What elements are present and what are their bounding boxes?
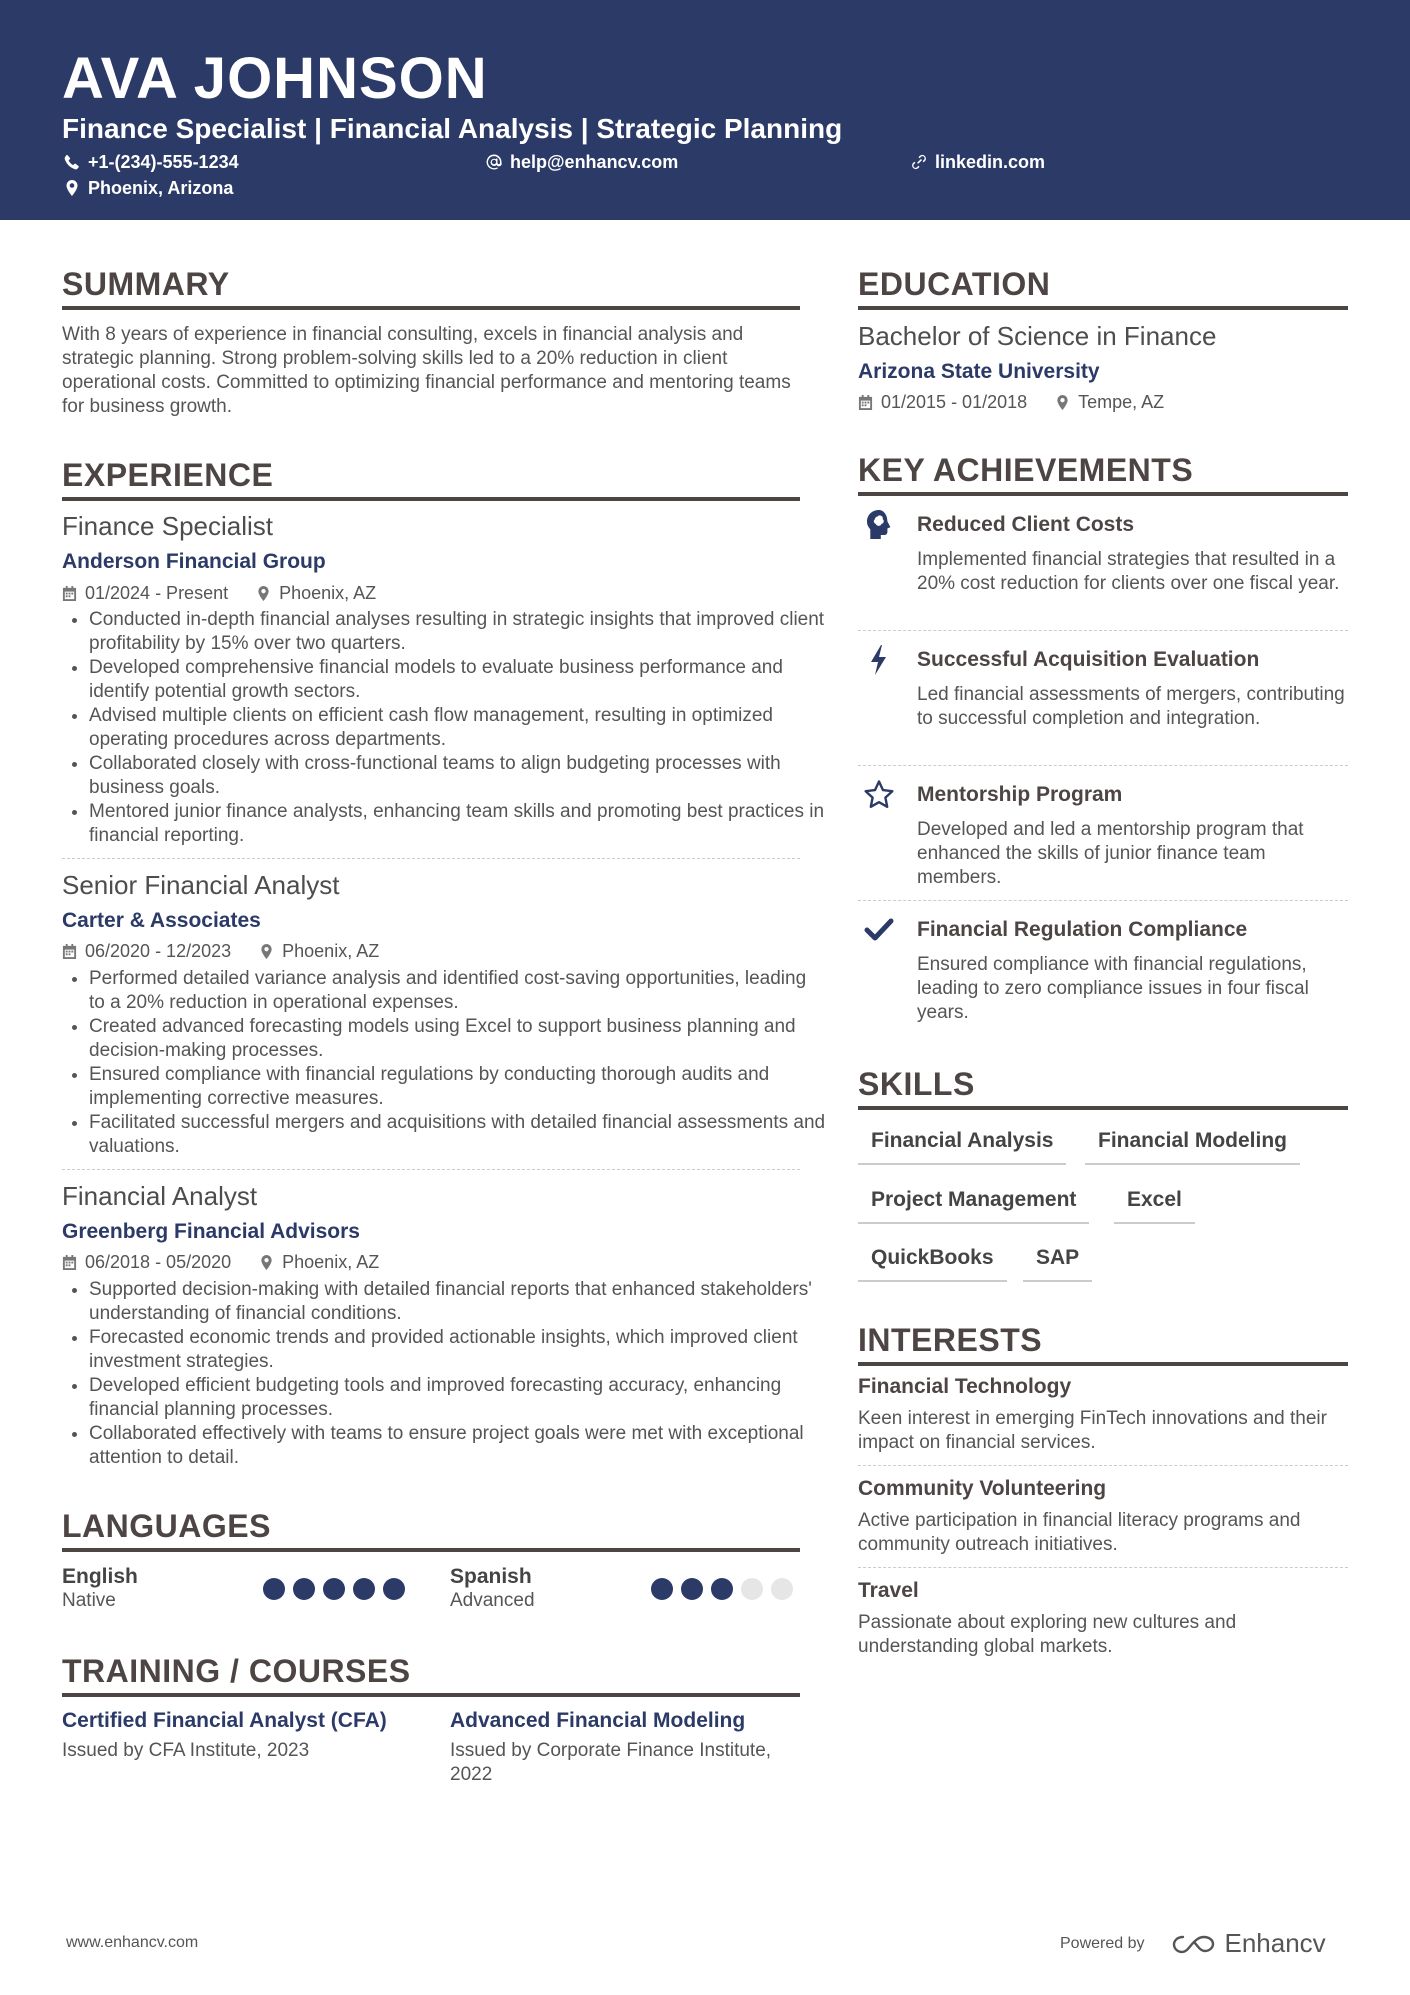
- job-bullets: [62, 967, 827, 1159]
- phone-text: +1-(234)-555-1234: [88, 152, 239, 172]
- job-dates: 01/2024 - Present: [85, 583, 229, 603]
- language-rating: [651, 1578, 793, 1600]
- rating-dot-filled: [711, 1578, 733, 1600]
- course-title: Certified Financial Analyst (CFA): [62, 1709, 387, 1732]
- achievement-desc: Led financial assessments of mergers, contributing to successful completion and integration.: [917, 684, 1345, 729]
- education-location: Tempe, AZ: [1078, 392, 1165, 412]
- interests-heading: INTERESTS: [858, 1320, 1348, 1366]
- bullet-item: • Developed comprehensive financial models to evaluate business performance and identify potential growth sectors.: [89, 656, 827, 704]
- skill-tag: Financial Modeling: [1085, 1127, 1300, 1165]
- bullet-item: • Performed detailed variance analysis and identified cost-saving opportunities, leading to a 20% reduction in operational expenses.: [89, 967, 827, 1015]
- job-bullets: [62, 608, 827, 848]
- bullet-item: • Advised multiple clients on efficient cash flow management, resulting in optimized operating procedures across departments.: [89, 704, 827, 752]
- footer-website[interactable]: www.enhancv.com: [66, 1934, 199, 1951]
- bullet-item: • Collaborated effectively with teams to ensure project goals were met with exceptional attention to detail.: [89, 1422, 827, 1470]
- contact-location: [64, 176, 233, 200]
- location-pin-icon: [259, 1255, 274, 1270]
- location-pin-icon: [256, 586, 271, 601]
- bullet-item: • Facilitated successful mergers and acquisitions with detailed financial assessments and valuations.: [89, 1111, 827, 1159]
- divider: [62, 858, 800, 859]
- rating-dot-empty: [741, 1578, 763, 1600]
- skill-tag: Excel: [1114, 1186, 1195, 1224]
- course-issuer: Issued by Corporate Finance Institute, 2022: [450, 1740, 772, 1785]
- rating-dot-filled: [323, 1578, 345, 1600]
- candidate-name: AVA JOHNSON: [62, 46, 488, 111]
- powered-by-text: Powered by: [1060, 1934, 1145, 1952]
- rating-dot-filled: [263, 1578, 285, 1600]
- skills-heading: SKILLS: [858, 1064, 1348, 1110]
- email-text: help@enhancv.com: [510, 152, 679, 172]
- rating-dot-filled: [353, 1578, 375, 1600]
- achievement-desc: Ensured compliance with financial regulations, leading to zero compliance issues in four fiscal years.: [917, 954, 1309, 1023]
- skill-tag: SAP: [1023, 1244, 1092, 1282]
- contact-linkedin[interactable]: [911, 150, 1045, 174]
- interest-title: Financial Technology: [858, 1375, 1072, 1398]
- star-icon: [862, 778, 896, 812]
- education-heading: EDUCATION: [858, 264, 1348, 310]
- training-heading: TRAINING / COURSES: [62, 1651, 800, 1697]
- job-dates: 06/2020 - 12/2023: [85, 941, 232, 961]
- job-location: Phoenix, AZ: [282, 941, 380, 961]
- divider: [858, 1465, 1348, 1466]
- contact-email[interactable]: [486, 150, 678, 174]
- interest-desc: Keen interest in emerging FinTech innovations and their impact on financial services.: [858, 1408, 1327, 1453]
- location-pin-icon: [1055, 395, 1070, 410]
- enhancv-logo-icon: [1171, 1932, 1217, 1956]
- language-level: Native: [62, 1590, 116, 1611]
- calendar-icon: [62, 1255, 77, 1270]
- rating-dot-filled: [383, 1578, 405, 1600]
- achievement-desc: Implemented financial strategies that resulted in a 20% cost reduction for clients over one fiscal year.: [917, 549, 1340, 594]
- job-meta: [62, 939, 379, 963]
- job-meta: [62, 581, 376, 605]
- skill-tag: Financial Analysis: [858, 1127, 1066, 1165]
- education-meta: [858, 390, 1164, 414]
- degree-title: Bachelor of Science in Finance: [858, 321, 1217, 351]
- resume-header: [0, 0, 1410, 220]
- calendar-icon: [858, 395, 873, 410]
- course-issuer: Issued by CFA Institute, 2023: [62, 1740, 310, 1761]
- experience-heading: EXPERIENCE: [62, 455, 800, 501]
- bullet-item: • Forecasted economic trends and provided actionable insights, which improved client investment strategies.: [89, 1326, 827, 1374]
- divider: [858, 1567, 1348, 1568]
- phone-icon: [64, 154, 80, 170]
- interest-title: Community Volunteering: [858, 1477, 1107, 1500]
- language-level: Advanced: [450, 1590, 535, 1611]
- calendar-icon: [62, 586, 77, 601]
- linkedin-text: linkedin.com: [935, 152, 1046, 172]
- bullet-item: • Supported decision-making with detailed financial reports that enhanced stakeholders' understanding of financial conditions.: [89, 1278, 827, 1326]
- rating-dot-filled: [651, 1578, 673, 1600]
- interest-desc: Active participation in financial literacy programs and community outreach initiatives.: [858, 1510, 1301, 1555]
- location-text: Phoenix, Arizona: [88, 178, 234, 198]
- checkmark-icon: [862, 913, 896, 947]
- location-pin-icon: [259, 944, 274, 959]
- bullet-item: • Created advanced forecasting models using Excel to support business planning and decision-making processes.: [89, 1015, 827, 1063]
- location-pin-icon: [64, 180, 80, 196]
- rating-dot-filled: [681, 1578, 703, 1600]
- job-title: Financial Analyst: [62, 1181, 258, 1211]
- company-name: Carter & Associates: [62, 909, 261, 932]
- achievement-title: Reduced Client Costs: [917, 513, 1135, 536]
- divider: [858, 765, 1348, 766]
- lightning-icon: [862, 643, 896, 677]
- job-dates: 06/2018 - 05/2020: [85, 1252, 232, 1272]
- school-name: Arizona State University: [858, 360, 1100, 383]
- bullet-item: • Collaborated closely with cross-functional teams to align budgeting processes with business goals.: [89, 752, 827, 800]
- divider: [62, 1169, 800, 1170]
- bullet-item: • Developed efficient budgeting tools and improved forecasting accuracy, enhancing financial planning processes.: [89, 1374, 827, 1422]
- languages-heading: LANGUAGES: [62, 1506, 800, 1552]
- job-title: Senior Financial Analyst: [62, 870, 340, 900]
- at-icon: [486, 154, 502, 170]
- bullet-item: • Ensured compliance with financial regulations by conducting thorough audits and implementing corrective measures.: [89, 1063, 827, 1111]
- course-title: Advanced Financial Modeling: [450, 1709, 746, 1732]
- divider: [858, 900, 1348, 901]
- skill-tag: QuickBooks: [858, 1244, 1007, 1282]
- company-name: Greenberg Financial Advisors: [62, 1220, 360, 1243]
- achievement-title: Mentorship Program: [917, 783, 1123, 806]
- calendar-icon: [62, 944, 77, 959]
- candidate-headline: Finance Specialist | Financial Analysis | Strategic Planning: [62, 113, 843, 144]
- bullet-item: • Conducted in-depth financial analyses resulting in strategic insights that improved client profitability by 15% over two quarters.: [89, 608, 827, 656]
- footer-branding: [1060, 1928, 1326, 1959]
- rating-dot-filled: [293, 1578, 315, 1600]
- brand-logo[interactable]: [1171, 1928, 1326, 1959]
- divider: [858, 630, 1348, 631]
- language-name: Spanish: [450, 1565, 532, 1588]
- achievements-heading: KEY ACHIEVEMENTS: [858, 450, 1348, 496]
- job-title: Finance Specialist: [62, 511, 273, 541]
- bullet-item: • Mentored junior finance analysts, enhancing team skills and promoting best practices in financial reporting.: [89, 800, 827, 848]
- brand-name: Enhancv: [1224, 1928, 1326, 1958]
- language-rating: [263, 1578, 405, 1600]
- job-bullets: [62, 1278, 827, 1470]
- interest-desc: Passionate about exploring new cultures and understanding global markets.: [858, 1612, 1237, 1657]
- summary-text: With 8 years of experience in financial consulting, excels in financial analysis and strategic planning. Strong problem-solving skills led to a 20% reduction in client operational costs. Committed to optimizing financial performance and mentoring teams for business growth.: [62, 324, 791, 417]
- head-icon: [862, 508, 896, 542]
- achievement-title: Successful Acquisition Evaluation: [917, 648, 1260, 671]
- job-location: Phoenix, AZ: [282, 1252, 380, 1272]
- link-icon: [911, 154, 927, 170]
- achievement-desc: Developed and led a mentorship program that enhanced the skills of junior finance team members.: [917, 819, 1304, 888]
- language-name: English: [62, 1565, 138, 1588]
- rating-dot-empty: [771, 1578, 793, 1600]
- summary-heading: SUMMARY: [62, 264, 800, 310]
- education-dates: 01/2015 - 01/2018: [881, 392, 1028, 412]
- company-name: Anderson Financial Group: [62, 550, 326, 573]
- job-location: Phoenix, AZ: [279, 583, 377, 603]
- job-meta: [62, 1250, 379, 1274]
- achievement-title: Financial Regulation Compliance: [917, 918, 1248, 941]
- skill-tag: Project Management: [858, 1186, 1089, 1224]
- interest-title: Travel: [858, 1579, 919, 1602]
- contact-phone[interactable]: [64, 150, 239, 174]
